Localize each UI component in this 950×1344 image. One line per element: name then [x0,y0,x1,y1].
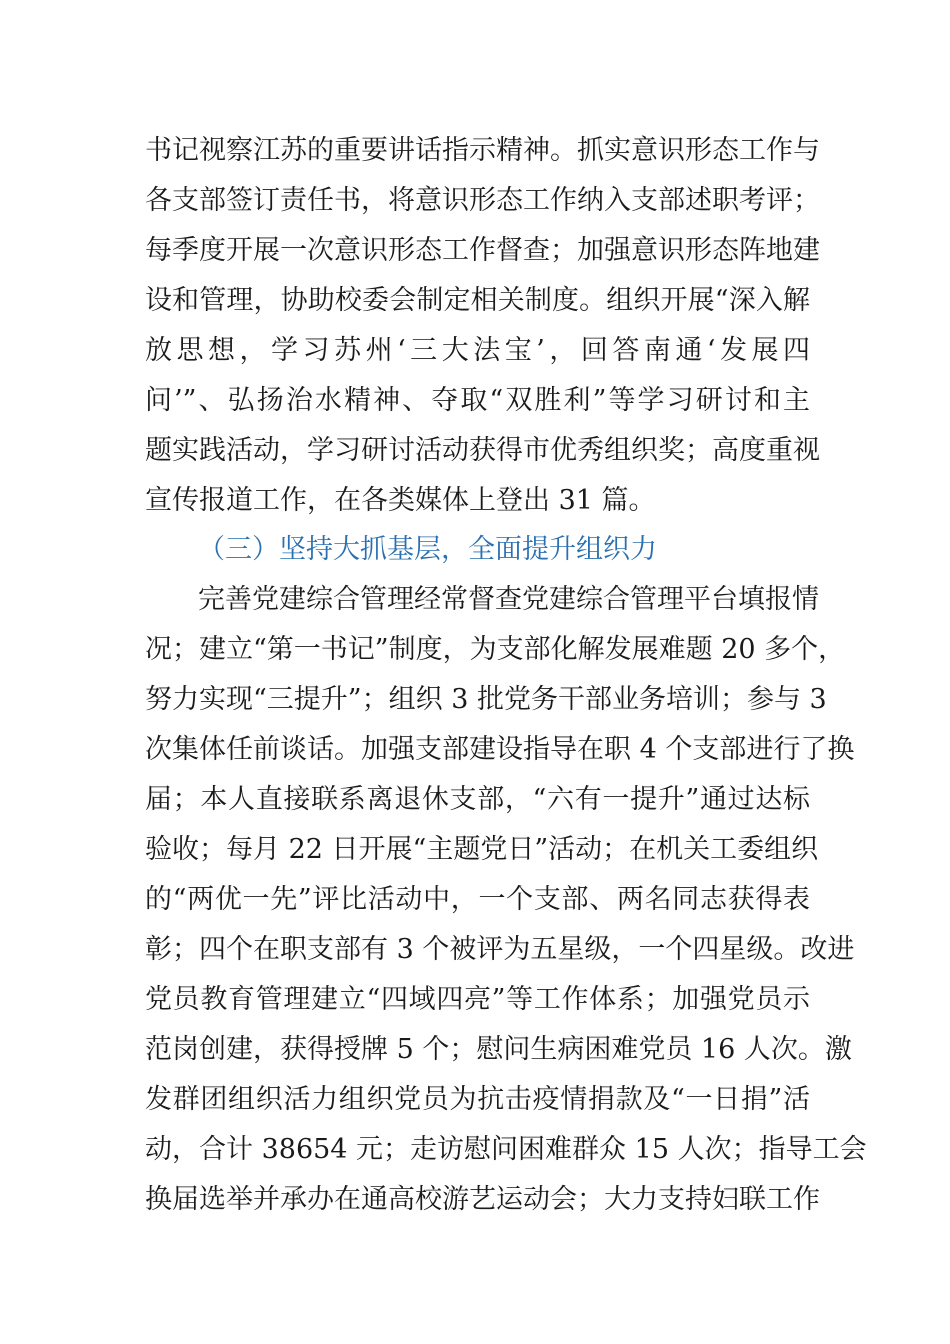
text-line: 党员教育管理建立“四域四亮”等工作体系；加强党员示 [145,984,810,1015]
text-line: 努力实现“三提升”；组织 3 批党务干部业务培训；参与 3 [145,684,827,715]
text-line: 彰；四个在职支部有 3 个被评为五星级，一个四星级。改进 [145,934,855,965]
text-line: 书记视察江苏的重要讲话指示精神。抓实意识形态工作与 [145,135,820,166]
text-line: 设和管理，协助校委会制定相关制度。组织开展“深入解 [145,285,810,316]
text-line: 换届选举并承办在通高校游艺运动会；大力支持妇联工作 [145,1184,820,1215]
text-line: 题实践活动，学习研讨活动获得市优秀组织奖；高度重视 [145,435,820,466]
text-line: 的“两优一先”评比活动中，一个支部、两名同志获得表 [145,884,810,915]
text-line: 发群团组织活力组织党员为抗击疫情捐款及“一日捐”活 [145,1084,810,1115]
text-line: 动，合计 38654 元；走访慰问困难群众 15 人次；指导工会 [145,1134,867,1165]
text-line: 每季度开展一次意识形态工作督查；加强意识形态阵地建 [145,235,820,266]
text-line: 况；建立“第一书记”制度，为支部化解发展难题 20 多个， [145,634,846,665]
text-line: 问’”、弘扬治水精神、夺取“双胜利”等学习研讨和主 [145,385,810,416]
text-line: 各支部签订责任书，将意识形态工作纳入支部述职考评； [145,185,820,216]
text-line: 验收；每月 22 日开展“主题党日”活动；在机关工委组织 [145,834,819,865]
text-line: 范岗创建，获得授牌 5 个；慰问生病困难党员 16 人次。激 [145,1034,852,1065]
text-line: 完善党建综合管理经常督查党建综合管理平台填报情 [198,584,819,615]
text-line: 届；本人直接联系离退休支部，“六有一提升”通过达标 [145,784,810,815]
text-line: 放思想，学习苏州‘三大法宝’，回答南通‘发展四 [145,335,810,366]
section-heading: （三）坚持大抓基层，全面提升组织力 [198,534,657,565]
text-line: 宣传报道工作，在各类媒体上登出 31 篇。 [145,485,656,516]
text-line: 次集体任前谈话。加强支部建设指导在职 4 个支部进行了换 [145,734,855,765]
